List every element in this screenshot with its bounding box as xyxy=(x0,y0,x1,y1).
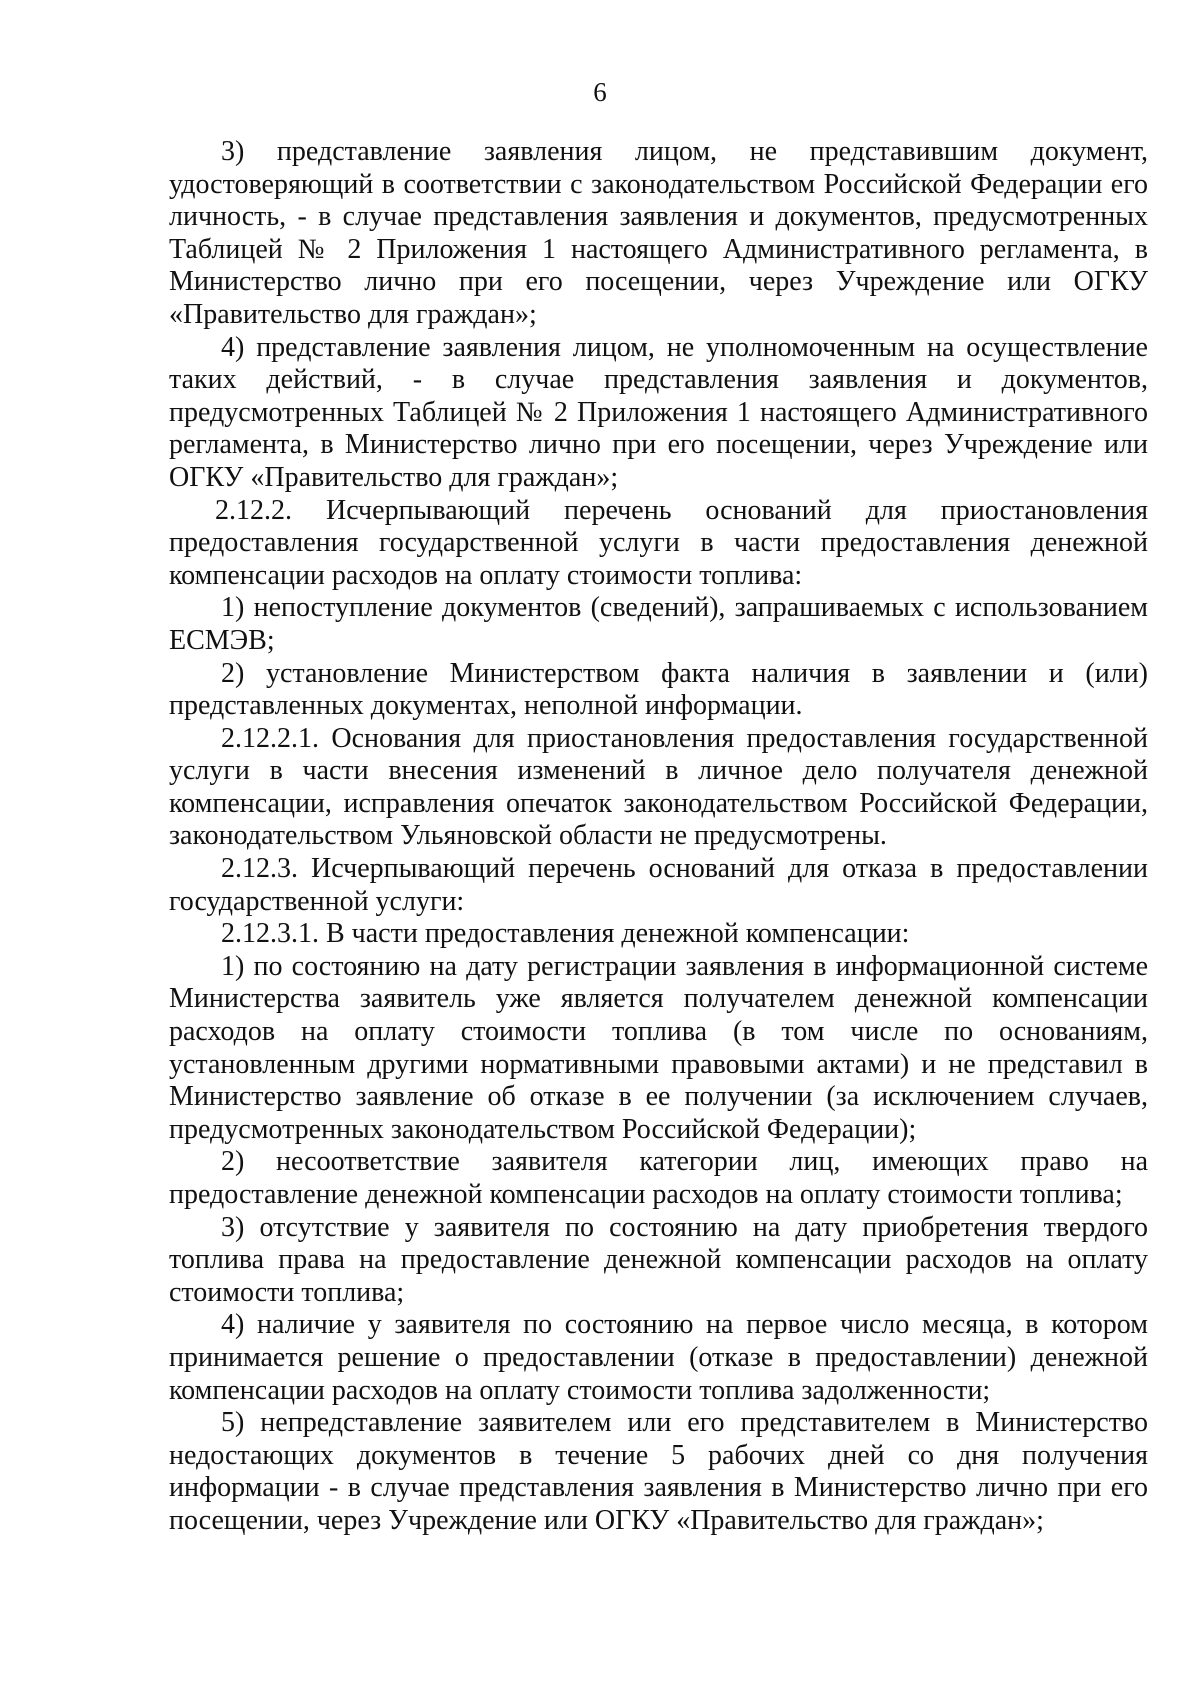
paragraph-2-12-3-1: 2.12.3.1. В части предоставления денежной компенсации: xyxy=(221,918,910,950)
paragraph-suspension-item-2: 2) установление Министерством факта наличия в заявлении и (или) представленных документах, неполной информации. xyxy=(169,657,1148,722)
page-number: 6 xyxy=(593,77,607,107)
paragraph-refusal-item-2: 2) несоответствие заявителя категории лиц, имеющих право на предоставление денежной компенсации расходов на оплату стоимости топлива; xyxy=(169,1146,1148,1210)
paragraph-suspension-item-1: 1) непоступление документов (сведений), запрашиваемых с использованием ЕСМЭВ; xyxy=(169,592,1148,656)
document-body xyxy=(169,136,1148,1538)
paragraph-refusal-item-4: 4) наличие у заявителя по состоянию на первое число месяца, в котором принимается решение о предоставлении (отказе в предоставлении) денежной компенсации расходов на оплату стоимости топлива задолженности; xyxy=(169,1309,1148,1406)
paragraph-refusal-item-3: 3) отсутствие у заявителя по состоянию на дату приобретения твердого топлива права на предоставление денежной компенсации расходов на оплату стоимости топлива; xyxy=(169,1211,1148,1308)
paragraph-2-12-2-1: 2.12.2.1. Основания для приостановления предоставления государственной услуги в части внесения изменений в личное дело получателя денежной компенсации, исправления опечаток законодательством Российской Федерации, законодательством Ульяновской области не предусмотрены. xyxy=(169,722,1148,852)
paragraph-refusal-item-1: 1) по состоянию на дату регистрации заявления в информационной системе Министерства заявитель уже является получателем денежной компенсации расходов на оплату стоимости топлива (в том числе по основаниям, установленным другими нормативными правовыми актами) и не представил в Министерство заявление об отказе в ее получении (за исключением случаев, предусмотренных законодательством Российской Федерации); xyxy=(169,950,1148,1145)
paragraph-item-3-identity: 3) представление заявления лицом, не представившим документ, удостоверяющий в соответствии с законодательством Российской Федерации его личность, - в случае представления заявления и документов, предусмотренных Таблицей № 2 Приложения 1 настоящего Административного регламента, в Министерство лично при его посещении, через Учреждение или ОГКУ «Правительство для граждан»; xyxy=(169,136,1148,330)
paragraph-item-4-authority: 4) представление заявления лицом, не уполномоченным на осуществление таких действий, - в случае представления заявления и документов, предусмотренных Таблицей № 2 Приложения 1 настоящего Административного регламента, в Министерство лично при его посещении, через Учреждение или ОГКУ «Правительство для граждан»; xyxy=(169,331,1148,493)
paragraph-2-12-2: 2.12.2. Исчерпывающий перечень оснований для приостановления предоставления государственной услуги в части предоставления денежной компенсации расходов на оплату стоимости топлива: xyxy=(169,494,1148,591)
paragraph-refusal-item-5: 5) непредставление заявителем или его представителем в Министерство недостающих документов в течение 5 рабочих дней со дня получения информации - в случае представления заявления в Министерство лично при его посещении, через Учреждение или ОГКУ «Правительство для граждан»; xyxy=(169,1407,1148,1536)
paragraph-2-12-3: 2.12.3. Исчерпывающий перечень оснований для отказа в предоставлении государственной услуги: xyxy=(169,853,1148,917)
